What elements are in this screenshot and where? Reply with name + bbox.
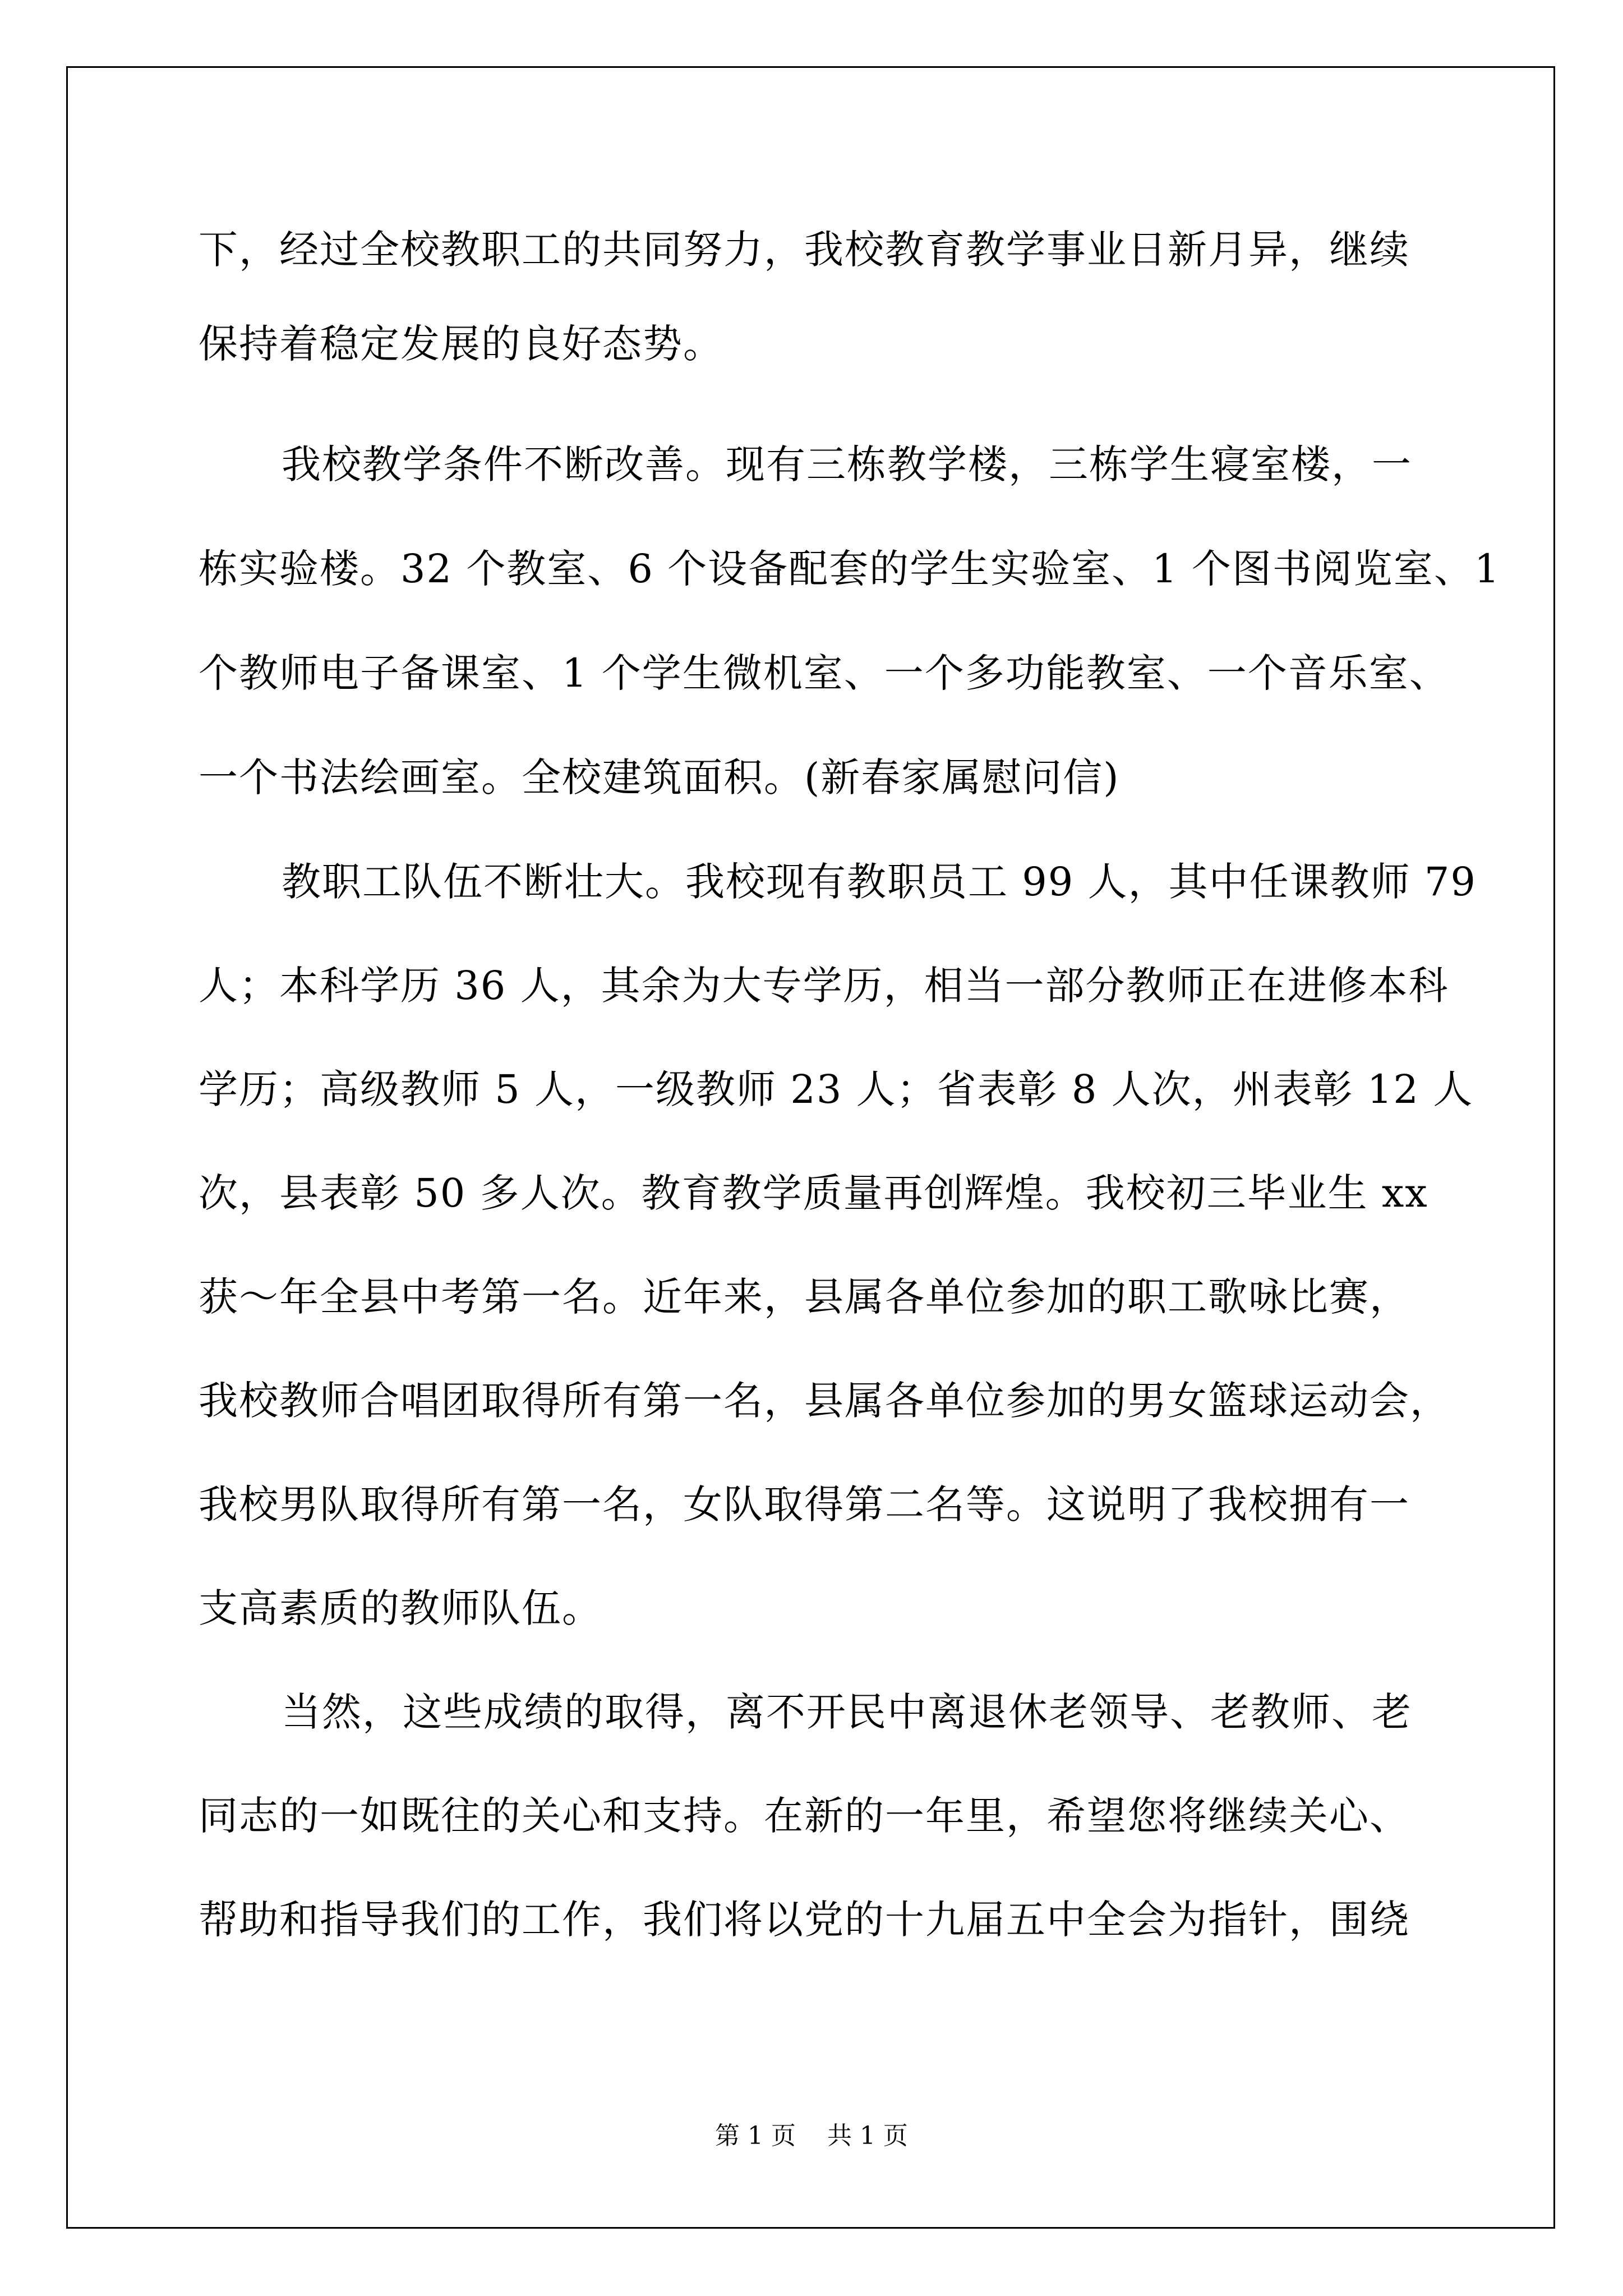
text-line: 栋实验楼。32 个教室、6 个设备配套的学生实验室、1 个图书阅览室、1 xyxy=(199,546,1501,592)
text-line: 同志的一如既往的关心和支持。在新的一年里，希望您将继续关心、 xyxy=(199,1793,1410,1839)
paragraph-start-line: 教职工队伍不断壮大。我校现有教职员工 99 人，其中任课教师 79 xyxy=(282,859,1477,905)
text-line: 个教师电子备课室、1 个学生微机室、一个多功能教室、一个音乐室、 xyxy=(199,650,1450,696)
paragraph-start-line: 当然，这些成绩的取得，离不开民中离退休老领导、老教师、老 xyxy=(282,1689,1412,1735)
text-line: 学历；高级教师 5 人，一级教师 23 人；省表彰 8 人次，州表彰 12 人 xyxy=(199,1066,1474,1112)
paragraph-start-line: 我校教学条件不断改善。现有三栋教学楼，三栋学生寝室楼，一 xyxy=(282,441,1412,487)
text-line: 获～年全县中考第一名。近年来，县属各单位参加的职工歌咏比赛， xyxy=(199,1274,1410,1320)
text-line: 我校男队取得所有第一名，女队取得第二名等。这说明了我校拥有一 xyxy=(199,1481,1410,1527)
text-line: 保持着稳定发展的良好态势。 xyxy=(199,321,723,367)
text-line: 次，县表彰 50 多人次。教育教学质量再创辉煌。我校初三毕业生 xx xyxy=(199,1170,1428,1216)
text-line: 人；本科学历 36 人，其余为大专学历，相当一部分教师正在进修本科 xyxy=(199,963,1449,1009)
text-line: 我校教师合唱团取得所有第一名，县属各单位参加的男女篮球运动会， xyxy=(199,1378,1450,1424)
page-footer: 第 1 页 共 1 页 xyxy=(715,2122,908,2150)
text-line: 支高素质的教师队伍。 xyxy=(199,1585,602,1631)
text-line: 帮助和指导我们的工作，我们将以党的十九届五中全会为指针，围绕 xyxy=(199,1897,1410,1943)
text-line: 下，经过全校教职工的共同努力，我校教育教学事业日新月异，继续 xyxy=(199,227,1410,273)
text-line: 一个书法绘画室。全校建筑面积。(新春家属慰问信) xyxy=(199,754,1120,800)
